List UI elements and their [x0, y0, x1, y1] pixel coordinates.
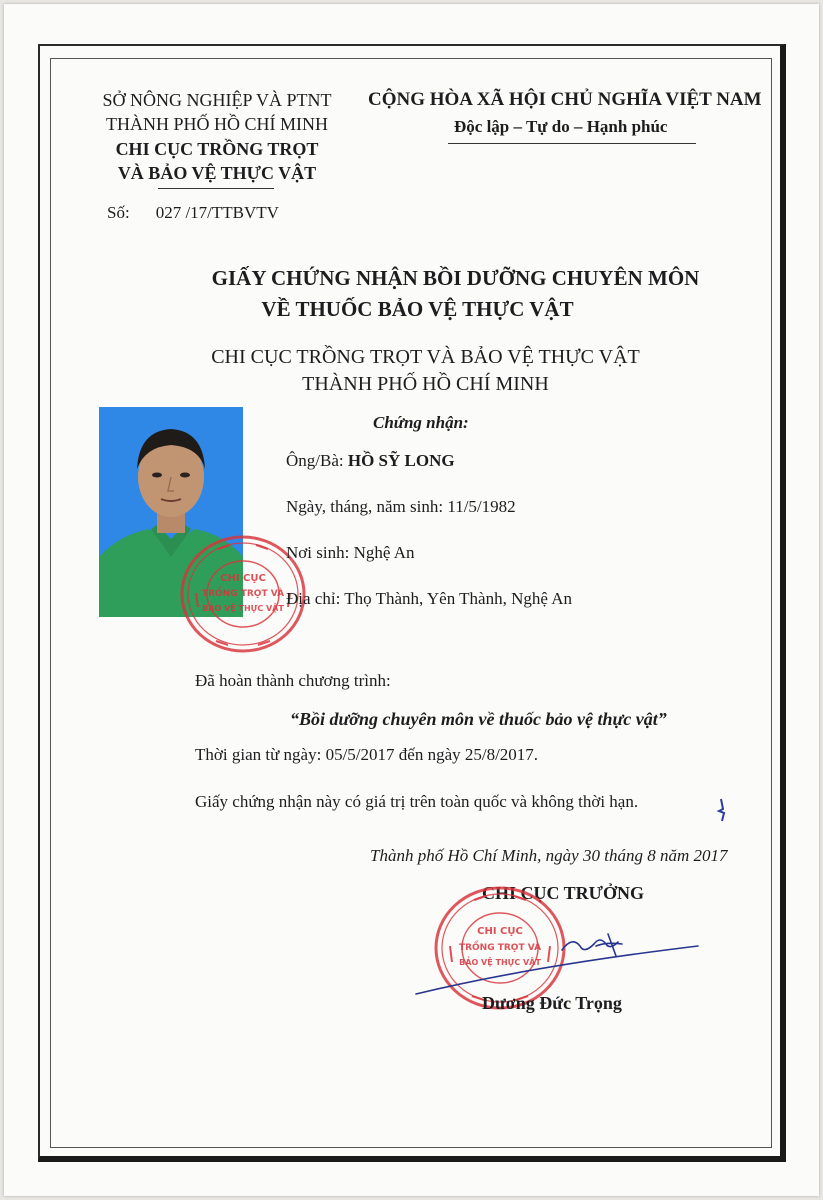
document-number-label: Số: [107, 203, 130, 222]
address-label: Địa chỉ: [286, 589, 341, 608]
certificate-title-line2: VỀ THUỐC BẢO VỆ THỰC VẬT [261, 297, 574, 321]
document-number [107, 203, 279, 223]
birthplace-value: Nghệ An [353, 543, 415, 562]
national-motto: Độc lập – Tự do – Hạnh phúc [454, 117, 668, 136]
national-title: CỘNG HÒA XÃ HỘI CHỦ NGHĨA VIỆT NAM [368, 89, 762, 110]
address-row [286, 589, 572, 609]
org-line1: SỞ NÔNG NGHIỆP VÀ PTNT [102, 90, 332, 110]
org-line2: THÀNH PHỐ HỒ CHÍ MINH [106, 114, 328, 134]
ink-mark-icon [715, 797, 731, 823]
completion-intro: Đã hoàn thành chương trình: [195, 671, 391, 690]
dob-row [286, 497, 516, 517]
dob-value: 11/5/1982 [447, 497, 516, 516]
org-line4: VÀ BẢO VỆ THỰC VẬT [117, 163, 317, 183]
birthplace-label: Nơi sinh: [286, 543, 350, 562]
place-and-date: Thành phố Hồ Chí Minh, ngày 30 tháng 8 năm 2017 [370, 846, 728, 865]
org-line3: CHI CỤC TRỒNG TRỌT [115, 139, 319, 159]
name-label: Ông/Bà: [286, 451, 344, 470]
org-parent [72, 88, 362, 136]
validity-statement: Giấy chứng nhận này có giá trị trên toàn quốc và không thời hạn. [195, 792, 639, 811]
stamp-photo-line1: CHI CỤC [220, 573, 266, 584]
handwritten-signature [412, 930, 702, 1000]
signer-name: Dương Đức Trọng [482, 993, 622, 1013]
stamp-sign-line2: TRỒNG TRỌT VÀ [458, 943, 542, 953]
certify-label: Chứng nhận: [373, 413, 469, 432]
birthplace-row [286, 543, 414, 563]
certificate-title-line1: GIẤY CHỨNG NHẬN BỒI DƯỠNG CHUYÊN MÔN [211, 266, 700, 290]
stamp-photo-line2: TRỒNG TRỌT VÀ [201, 589, 285, 599]
issuer-line1: CHI CỤC TRỒNG TRỌT VÀ BẢO VỆ THỰC VẬT [211, 346, 640, 368]
motto-underline [448, 143, 696, 144]
holder-name: HỒ SỸ LONG [347, 451, 455, 470]
training-period: Thời gian từ ngày: 05/5/2017 đến ngày 25/8/2017. [195, 745, 539, 764]
org-underline [158, 188, 274, 189]
program-name: “Bồi dưỡng chuyên môn về thuốc bảo vệ thực vật” [290, 709, 667, 729]
address-value: Thọ Thành, Yên Thành, Nghệ An [344, 589, 572, 608]
document-number-value: 027 /17/TTBVTV [155, 203, 279, 222]
signer-title: CHI CỤC TRƯỞNG [482, 883, 645, 903]
name-row [286, 451, 455, 471]
stamp-sign-line1: CHI CỤC [477, 926, 523, 937]
stamp-photo-line3: BẢO VỆ THỰC VẬT [202, 604, 284, 613]
stamp-sign-line3: BẢO VỆ THỰC VẬT [459, 958, 541, 967]
dob-label: Ngày, tháng, năm sinh: [286, 497, 444, 516]
issuer-line2: THÀNH PHỐ HỒ CHÍ MINH [302, 373, 549, 395]
org-name [72, 137, 362, 185]
